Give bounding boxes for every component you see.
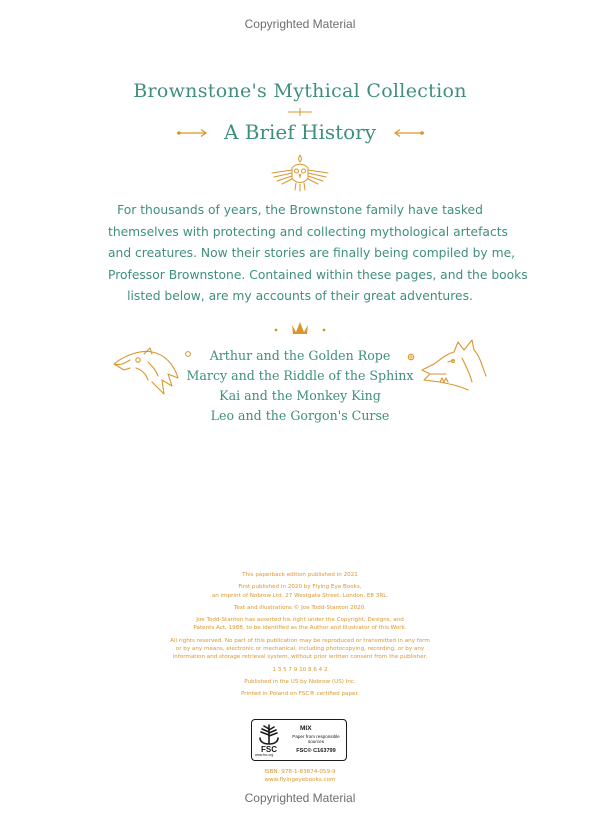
book-title: Kai and the Monkey King [219, 388, 381, 403]
intro-line: Professor Brownstone. Contained within these pages, and the books [108, 267, 528, 282]
intro-line: and creatures. Now their stories are finally being compiled by me, [108, 246, 516, 260]
book-title: Marcy and the Riddle of the Sphinx [186, 368, 414, 383]
series-title: Brownstone's Mythical Collection [133, 80, 467, 102]
fsc-description: Paper from responsible sources [292, 734, 340, 745]
all-rights-line: All rights reserved. No part of this publication may be reproduced or transmitted in any form [170, 637, 430, 644]
owl-emblem-icon [268, 154, 332, 192]
intro-line: listed below, are my accounts of their great adventures. [127, 289, 473, 303]
fsc-mix-label: MIX [300, 725, 312, 732]
arrow-left-icon [393, 128, 425, 138]
arrow-right-icon [176, 128, 208, 138]
intro-line: themselves with protecting and collecting mythological artefacts [108, 224, 508, 239]
publisher-website: www.flyingeyebooks.com [264, 777, 336, 784]
book-title: Leo and the Gorgon's Curse [210, 408, 390, 423]
watermark-bottom: Copyrighted Material [244, 791, 356, 805]
all-rights-line: or by any means, electronic or mechanical, including photocopying, recording, or by any [175, 646, 425, 653]
intro-paragraph [108, 200, 528, 308]
imprint-block [130, 571, 470, 703]
fsc-website: www.fsc.org [255, 753, 274, 757]
book-title: Arthur and the Golden Rope [209, 348, 391, 363]
fsc-logo-text: FSC [261, 745, 277, 753]
watermark-top: Copyrighted Material [244, 17, 356, 31]
first-published-line: First published in 2020 by Flying Eye Books, [238, 584, 362, 591]
all-rights-line: information and storage retrieval system, without prior written consent from the publisher. [172, 654, 428, 661]
fsc-badge [251, 719, 347, 761]
subtitle: A Brief History [223, 120, 377, 144]
book-list [0, 346, 600, 426]
rights-asserted-line: Joe Todd-Stanton has asserted his right under the Copyright, Designs, and [196, 617, 404, 624]
edition-line: This paperback edition published in 2021 [242, 572, 358, 578]
copyright-line: Text and illustrations © Joe Todd-Stanton 2020. [233, 604, 367, 611]
us-publisher-line: Published in the US by Nobrow (US) Inc. [244, 678, 356, 685]
intro-line: For thousands of years, the Brownstone family have tasked [117, 203, 483, 217]
isbn-line: ISBN: 978-1-83874-059-9 [264, 769, 336, 775]
print-line: 1 3 5 7 9 10 8 6 4 2 [272, 666, 328, 673]
fsc-tree-icon [256, 723, 282, 753]
crown-ornament-icon [272, 319, 328, 337]
first-published-line: an imprint of Nobrow Ltd. 27 Westgate Street, London, E8 3RL. [211, 592, 389, 599]
fsc-license-code: FSC® C163799 [296, 748, 336, 754]
isbn-block [0, 768, 600, 785]
printed-line: Printed in Poland on FSC® certified paper. [240, 691, 360, 698]
rights-asserted-line: Patents Act, 1988, to be identified as the Author and Illustrator of this Work. [193, 625, 407, 632]
divider-ornament-icon [287, 107, 313, 117]
